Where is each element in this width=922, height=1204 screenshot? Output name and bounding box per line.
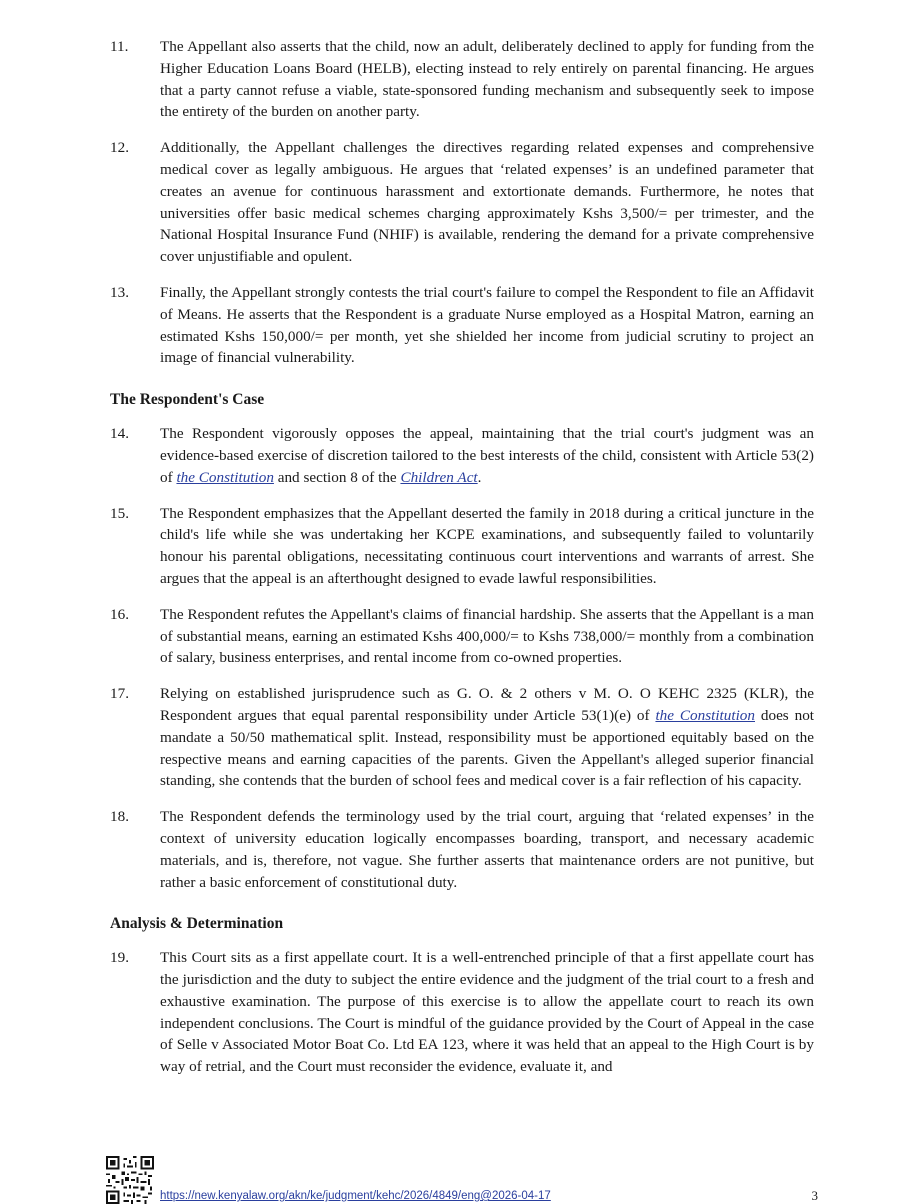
text-segment: The Appellant also asserts that the child, now an adult, deliberately declined to apply for funding from the Higher Education Loans Board (HELB), electing instead to rely entirely on parental financing. He argues that a party cannot refuse a viable, state-sponsored funding mechanism and subsequently seek to impose the entirety of the burden on another party. xyxy=(160,38,814,121)
text-segment: The Respondent emphasizes that the Appellant deserted the family in 2018 during a critical juncture in the child's life while she was undertaking her KCPE examinations, and subsequently failed to voluntarily honour his parental obligations, necessitating continuous court interventions and warrants of arrest. She argues that the appeal is an afterthought designed to evade lawful responsibilities. xyxy=(160,504,814,587)
paragraph-number: 11. xyxy=(110,38,129,55)
page-number: 3 xyxy=(811,1188,818,1203)
text-segment: does not mandate a 50/50 mathematical split. Instead, responsibility must be apportioned equitably based on the respective means and earning capacities of the parents. Given the Appellant's alleged superior financial standing, she contends that the burden of school fees and medical cover is a fair reflection of his capacity. xyxy=(160,706,815,790)
text-segment: The Respondent refutes the Appellant's claims of financial hardship. She asserts that the Appellant is a man of substantial means, earning an estimated Kshs 400,000/= to Kshs 738,000/= monthly from a combination of salary, business enterprises, and rental income from co-owned properties. xyxy=(160,605,814,667)
paragraph-number: 16. xyxy=(110,605,129,623)
paragraph-text xyxy=(160,503,814,590)
paragraph-text xyxy=(160,282,814,369)
paragraph-number: 17. xyxy=(110,685,129,703)
paragraph-text xyxy=(160,423,814,488)
numbered-paragraph xyxy=(110,282,814,369)
legislation-link[interactable]: the Constitution xyxy=(655,706,755,724)
paragraph-number: 12. xyxy=(110,139,129,157)
paragraph-text xyxy=(160,604,814,669)
text-segment: Additionally, the Appellant challenges the directives regarding related expenses and comprehensive medical cover as legally ambiguous. He argues that ‘related expenses’ is an undefined parameter that creates an avenue for continuous harassment and extortionate demands. Furthermore, he notes that universities offer basic medical schemes charging approximately Kshs 3,500/= per trimester, and the National Hospital Insurance Fund (NHIF) is available, rendering the demand for a private comprehensive cover unjustifiable and opulent. xyxy=(160,139,814,266)
paragraph-number: 15. xyxy=(110,504,129,522)
text-segment: and section 8 of the xyxy=(273,468,401,486)
paragraph-text xyxy=(160,36,814,123)
paragraph-group-respondent xyxy=(110,423,814,893)
paragraph-group-appellant xyxy=(110,36,814,369)
legislation-link[interactable]: the Constitution xyxy=(176,468,274,486)
numbered-paragraph xyxy=(110,806,814,893)
paragraph-number: 19. xyxy=(110,949,129,967)
numbered-paragraph xyxy=(110,503,814,590)
section-heading-respondent: The Respondent's Case xyxy=(110,391,265,409)
paragraph-text xyxy=(160,137,814,268)
source-url-link[interactable]: https://new.kenyalaw.org/akn/ke/judgment/kehc/2026/4849/eng@2026-04-17 xyxy=(160,1190,551,1202)
text-segment: This Court sits as a first appellate court. It is a well-entrenched principle of that a first appellate court has the jurisdiction and the duty to subject the entire evidence and the judgment of the trial court to a fresh and exhaustive examination. The purpose of this exercise is to allow the appellate court to reach its own independent conclusions. The Court is mindful of the guidance provided by the Court of Appeal in the case of Selle v Associated Motor Boat Co. Ltd EA 123, where it was held that an appeal to the High Court is by way of retrial, and the Court must reconsider the evidence, evaluate it, and xyxy=(160,949,814,1076)
document-page xyxy=(110,36,814,1092)
text-segment: . xyxy=(477,468,482,486)
legislation-link[interactable]: Children Act xyxy=(400,468,478,486)
paragraph-text xyxy=(160,806,814,893)
numbered-paragraph xyxy=(110,36,814,123)
qr-code-icon xyxy=(106,1156,154,1204)
text-segment: Relying on established jurisprudence such as G. O. & 2 others v M. O. O KEHC 2325 (KLR), the Respondent argues that equal parental responsibility under Article 53(1)(e) of xyxy=(160,685,814,724)
text-segment: The Respondent vigorously opposes the appeal, maintaining that the trial court's judgment was an evidence-based exercise of discretion tailored to the best interests of the child, consistent with Article 53(2) of xyxy=(160,425,814,486)
numbered-paragraph xyxy=(110,423,814,488)
text-segment: The Respondent defends the terminology used by the trial court, arguing that ‘related expenses’ in the context of university education logically encompasses boarding, transport, and necessary academic materials, and is, therefore, not vague. She further asserts that maintenance orders are not punitive, but rather a basic enforcement of constitutional duty. xyxy=(160,808,814,891)
paragraph-number: 18. xyxy=(110,808,129,826)
section-heading-analysis: Analysis & Determination xyxy=(110,915,284,933)
numbered-paragraph xyxy=(110,604,814,669)
paragraph-group-analysis xyxy=(110,947,814,1078)
numbered-paragraph xyxy=(110,947,814,1078)
numbered-paragraph xyxy=(110,683,814,792)
paragraph-text xyxy=(160,947,814,1078)
paragraph-text xyxy=(160,683,814,792)
page-footer xyxy=(106,1150,818,1203)
numbered-paragraph xyxy=(110,137,814,268)
paragraph-number: 13. xyxy=(110,283,129,301)
paragraph-number: 14. xyxy=(110,425,129,443)
text-segment: Finally, the Appellant strongly contests the trial court's failure to compel the Respondent to file an Affidavit of Means. He asserts that the Respondent is a graduate Nurse employed as a Hospital Matron, earning an estimated Kshs 150,000/= per month, yet she shielded her income from judicial scrutiny to project an image of financial vulnerability. xyxy=(160,283,814,367)
